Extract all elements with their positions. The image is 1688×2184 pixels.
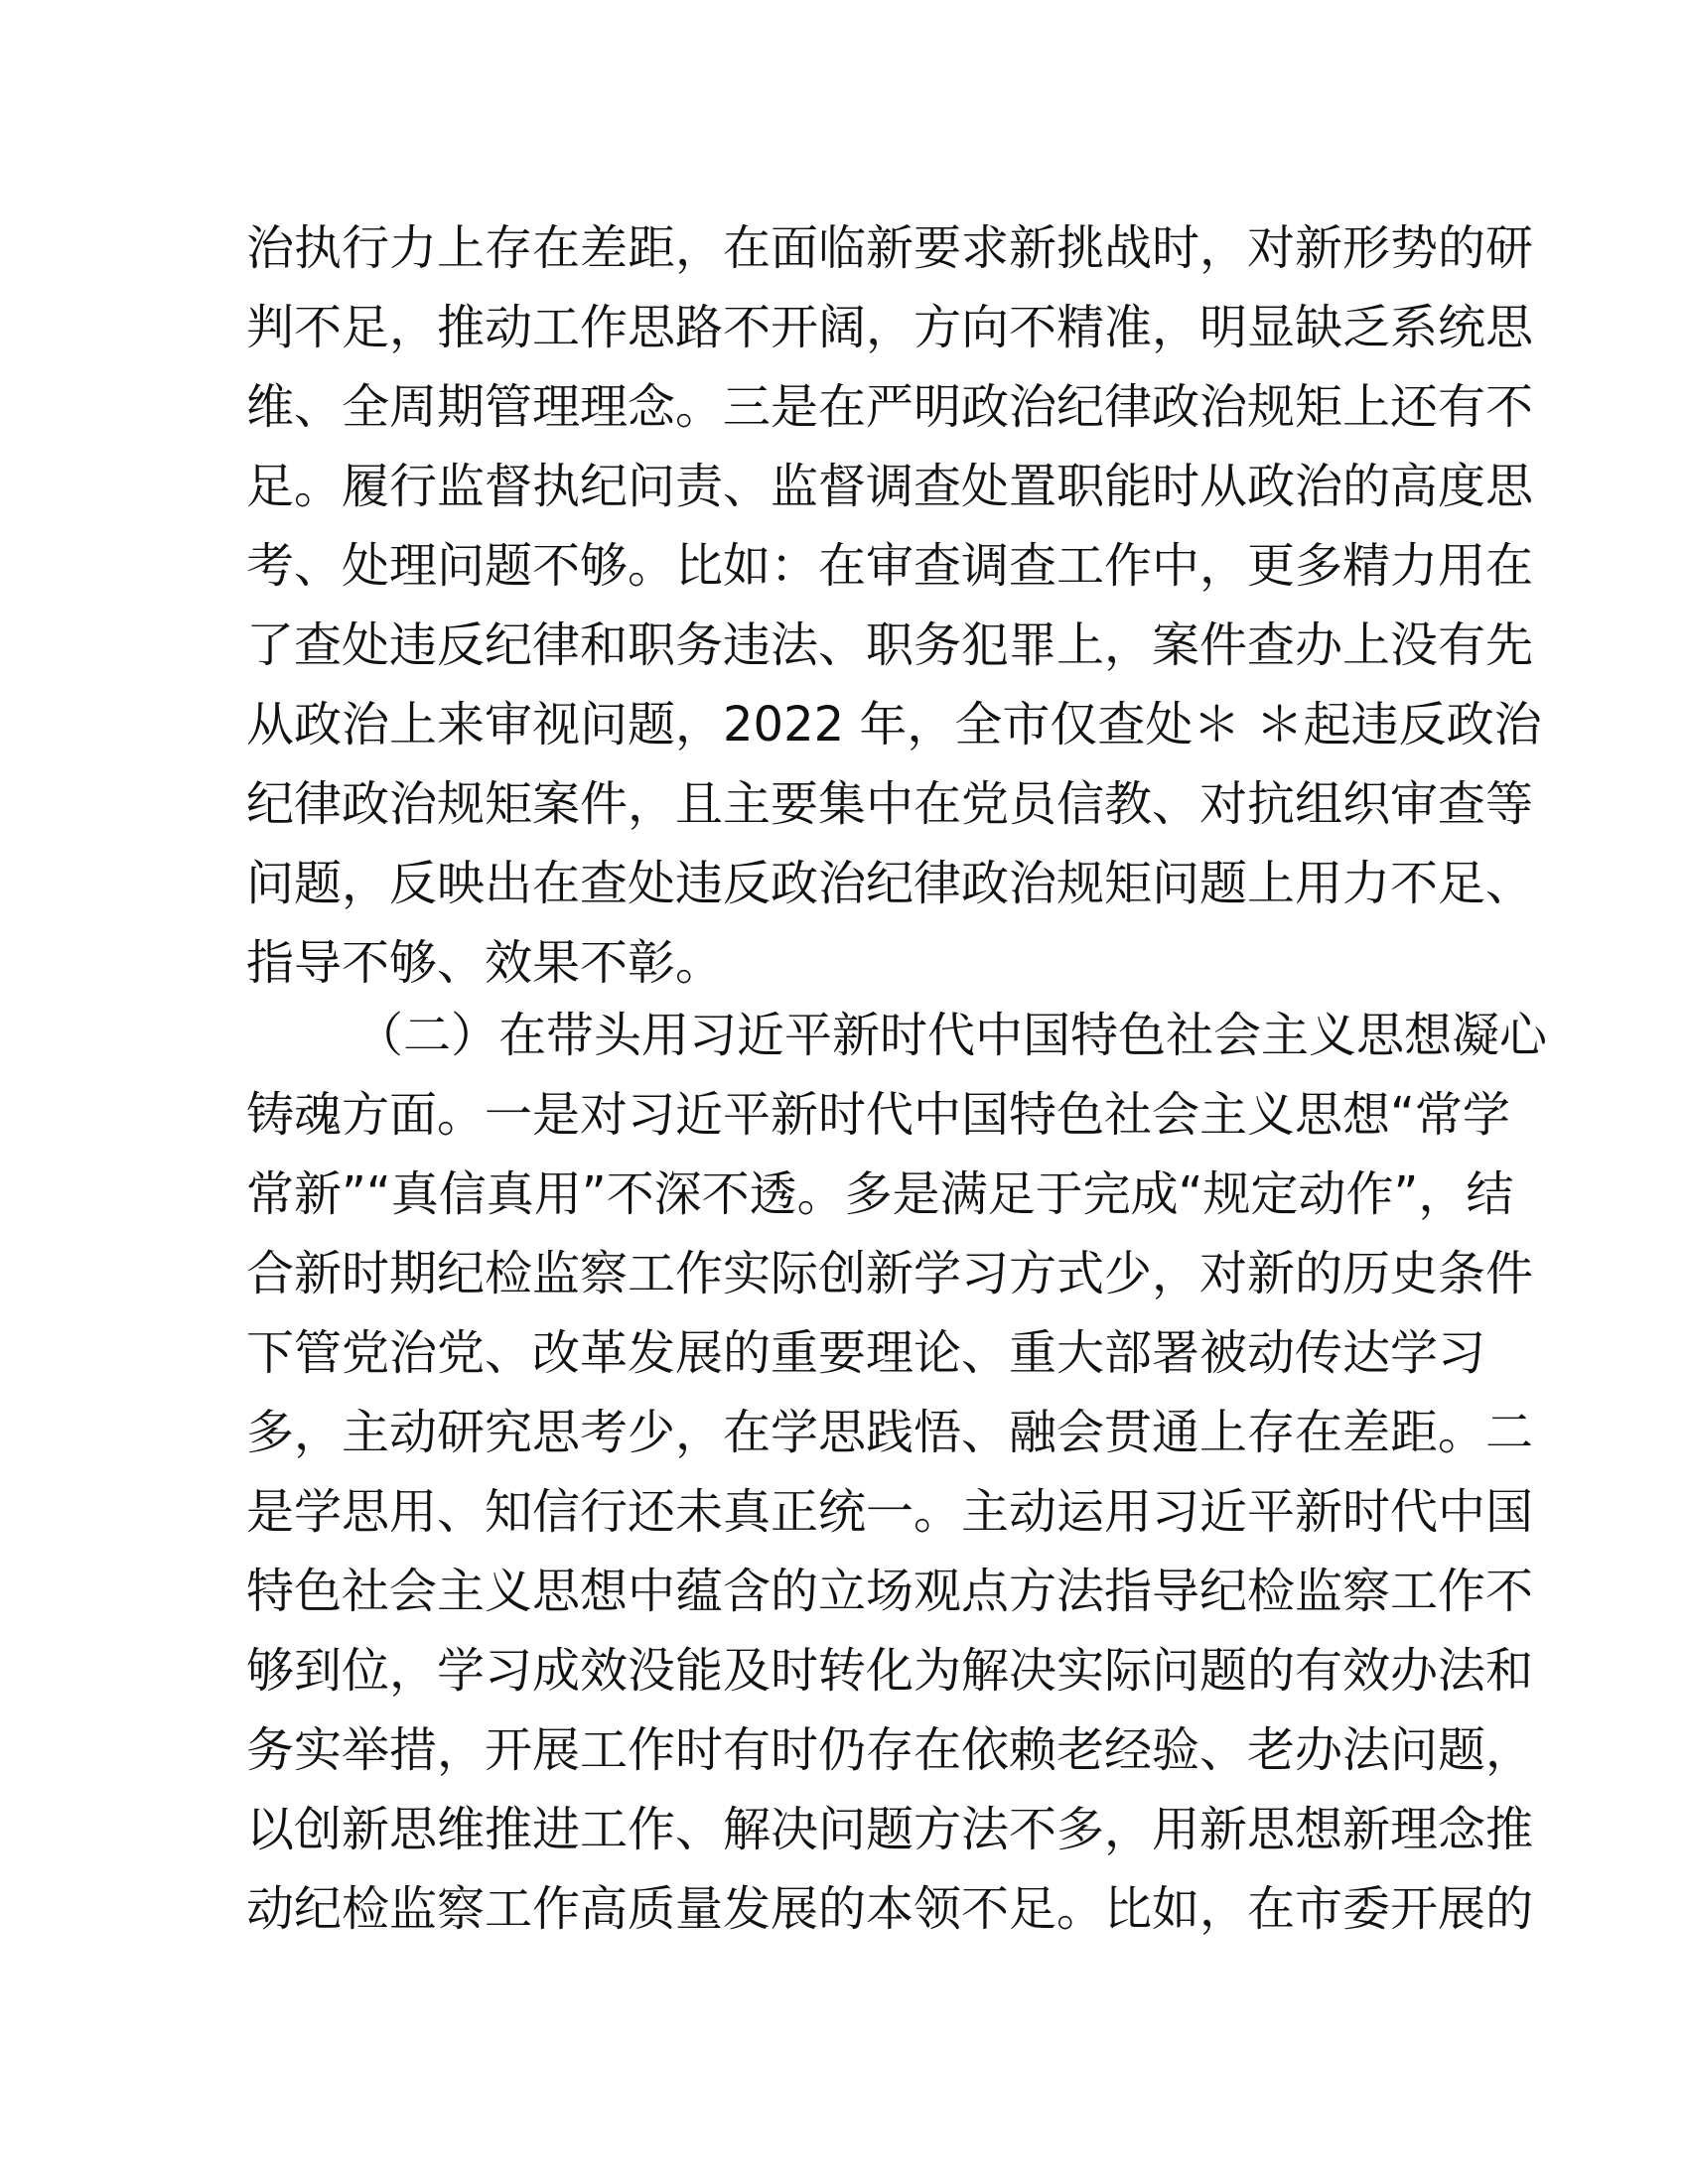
text-line: 判不足，推动工作思路不开阔，方向不精准，明显缺乏系统思	[246, 300, 1534, 355]
text-line: 以创新思维推进工作、解决问题方法不多，用新思想新理念推	[246, 1802, 1534, 1857]
text-line: 务实举措，开展工作时有时仍存在依赖老经验、老办法问题，	[246, 1722, 1534, 1778]
text-line: 了查处违反纪律和职务违法、职务犯罪上，案件查办上没有先	[246, 617, 1534, 673]
text-line: 特色社会主义思想中蕴含的立场观点方法指导纪检监察工作不	[246, 1564, 1534, 1619]
text-line: 合新时期纪检监察工作实际创新学习方式少，对新的历史条件	[246, 1246, 1534, 1301]
text-line: 从政治上来审视问题，2022 年，全市仅查处＊ ＊起违反政治	[246, 697, 1542, 752]
text-line: 铸魂方面。一是对习近平新时代中国特色社会主义思想“常学	[246, 1087, 1510, 1143]
text-line: 是学思用、知信行还未真正统一。主动运用习近平新时代中国	[246, 1484, 1534, 1540]
text-line: 指导不够、效果不彰。	[246, 935, 724, 991]
text-line: 动纪检监察工作高质量发展的本领不足。比如，在市委开展的	[246, 1881, 1534, 1937]
text-line: 纪律政治规矩案件，且主要集中在党员信教、对抗组织审查等	[246, 776, 1534, 832]
text-line: 多，主动研究思考少，在学思践悟、融会贯通上存在差距。二	[246, 1405, 1534, 1460]
text-line: 问题，反映出在查处违反政治纪律政治规矩问题上用力不足、	[246, 856, 1534, 911]
text-line: 下管党治党、改革发展的重要理论、重大部署被动传达学习	[246, 1325, 1486, 1381]
text-line: 够到位，学习成效没能及时转化为解决实际问题的有效办法和	[246, 1643, 1534, 1699]
section-heading-line: （二）在带头用习近平新时代中国特色社会主义思想凝心	[355, 1008, 1548, 1063]
text-line: 考、处理问题不够。比如：在审查调查工作中，更多精力用在	[246, 538, 1534, 594]
text-line: 治执行力上存在差距，在面临新要求新挑战时，对新形势的研	[246, 220, 1534, 276]
text-line: 维、全周期管理理念。三是在严明政治纪律政治规矩上还有不	[246, 379, 1534, 435]
paragraph-section-two	[246, 996, 1548, 1949]
text-line: 足。履行监督执纪问责、监督调查处置职能时从政治的高度思	[246, 459, 1534, 514]
paragraph-continued	[246, 208, 1542, 1003]
text-line: 常新”“真信真用”不深不透。多是满足于完成“规定动作”，结	[246, 1166, 1514, 1222]
